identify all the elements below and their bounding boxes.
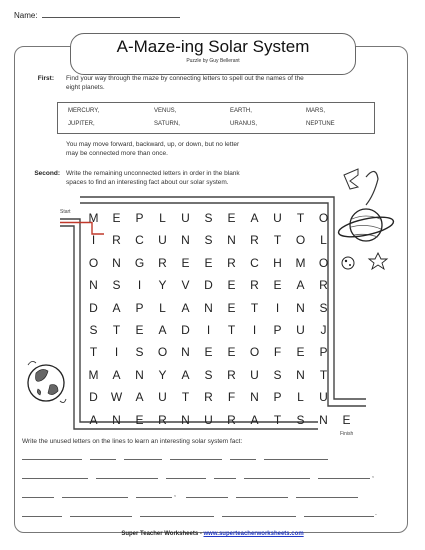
maze-letter[interactable]: E — [227, 211, 236, 225]
maze-letter[interactable]: P — [273, 390, 282, 405]
second-label: Second: — [34, 170, 60, 177]
planet-saturn: SATURN, — [154, 121, 180, 127]
maze-letter[interactable]: R — [227, 412, 236, 427]
maze-letter[interactable]: D — [89, 390, 98, 405]
first-text-1: Find your way through the maze by connecting letters to spell out the names of the — [66, 75, 304, 82]
first-text-2: eight planets. — [66, 84, 105, 91]
maze-letter[interactable]: M — [295, 255, 306, 270]
maze-letter[interactable]: F — [273, 345, 282, 360]
second-text-1: Write the remaining unconnected letters in order in the blank — [66, 170, 240, 177]
maze-letter[interactable]: N — [296, 300, 305, 315]
maze-letter[interactable]: S — [135, 345, 144, 360]
page-subtitle: Puzzle by Guy Bellerant — [186, 58, 240, 64]
maze-letter[interactable]: E — [135, 323, 144, 337]
maze-letter[interactable]: W — [110, 390, 123, 405]
maze-letter[interactable]: E — [112, 211, 121, 225]
maze-letter[interactable]: S — [319, 300, 328, 315]
maze-letter[interactable]: N — [181, 233, 190, 248]
maze-letter[interactable]: R — [250, 233, 259, 248]
maze-letter[interactable]: U — [250, 367, 259, 382]
maze-letter[interactable]: A — [89, 412, 98, 427]
maze-letter[interactable]: U — [158, 233, 167, 248]
maze-letter[interactable]: A — [181, 367, 190, 382]
maze-letter[interactable]: P — [319, 345, 328, 360]
maze-letter[interactable]: T — [296, 211, 305, 225]
maze-letter[interactable]: A — [250, 412, 259, 427]
maze-letter[interactable]: N — [204, 300, 213, 315]
maze-letter[interactable]: A — [158, 323, 167, 337]
maze-letter[interactable]: L — [159, 300, 166, 315]
maze-letter[interactable]: L — [320, 233, 327, 248]
maze-letter[interactable]: P — [273, 323, 282, 337]
maze-letter[interactable]: S — [204, 233, 213, 248]
maze-letter[interactable]: S — [296, 412, 305, 427]
maze-letter[interactable]: F — [227, 390, 236, 405]
rules-line-2: may be connected more than once. — [66, 150, 168, 157]
maze-letter[interactable]: I — [252, 323, 257, 337]
planet-mercury: MERCURY, — [68, 108, 100, 114]
maze-letter[interactable]: N — [250, 390, 259, 405]
maze-letter[interactable]: U — [204, 412, 213, 427]
maze-letter[interactable]: T — [227, 323, 236, 337]
maze-letter[interactable]: O — [88, 255, 99, 270]
maze-letter[interactable]: C — [135, 233, 144, 248]
maze-letter[interactable]: A — [112, 300, 121, 315]
page-title: A-Maze-ing Solar System — [116, 37, 310, 56]
instruction-text: Write the unused letters on the lines to learn an interesting solar system fact: — [22, 438, 243, 445]
planet-neptune: NEPTUNE — [306, 121, 335, 127]
footer — [0, 531, 425, 537]
footer-separator: - — [198, 531, 204, 537]
maze-letter[interactable]: N — [227, 233, 236, 248]
maze-letter[interactable]: E — [273, 278, 282, 293]
maze-letter[interactable]: T — [273, 412, 282, 427]
maze-letter[interactable]: S — [273, 367, 282, 382]
maze-letter[interactable]: M — [88, 367, 99, 382]
start-label: Start — [60, 209, 71, 215]
maze-letter[interactable]: O — [318, 255, 329, 270]
maze-letter[interactable]: N — [112, 255, 121, 270]
maze-letter[interactable]: E — [204, 255, 213, 270]
maze-letter[interactable]: R — [227, 367, 236, 382]
maze-letter[interactable]: A — [181, 300, 190, 315]
moon-icon — [342, 257, 354, 269]
maze-letter[interactable]: E — [135, 412, 144, 427]
maze-letter[interactable]: I — [114, 345, 119, 360]
maze-letter[interactable]: E — [296, 345, 305, 360]
maze-letter[interactable]: O — [295, 233, 306, 248]
maze-letter[interactable]: E — [181, 255, 190, 270]
maze-letter[interactable]: E — [227, 300, 236, 315]
maze-letter[interactable]: N — [89, 278, 98, 293]
maze-letter[interactable]: A — [112, 367, 121, 382]
maze-letter[interactable]: I — [206, 323, 211, 337]
maze-letter[interactable]: N — [112, 412, 121, 427]
maze-letter[interactable]: N — [296, 367, 305, 382]
maze-letter[interactable]: V — [181, 278, 190, 293]
maze-letter[interactable]: R — [204, 390, 213, 405]
name-label: Name: — [14, 11, 38, 20]
maze-letter[interactable]: R — [250, 278, 259, 293]
maze-letter[interactable]: T — [273, 233, 282, 248]
maze-letter[interactable]: A — [135, 390, 144, 405]
maze-letter[interactable]: S — [204, 367, 213, 382]
planet-earth: EARTH, — [230, 108, 252, 114]
maze-letter[interactable]: L — [159, 211, 166, 225]
maze-letter[interactable]: R — [158, 412, 167, 427]
star-icon — [344, 169, 358, 189]
maze-letter[interactable]: E — [204, 345, 213, 360]
maze-letter[interactable]: E — [227, 345, 236, 360]
earth-illustration — [24, 355, 70, 411]
comma-mark: , — [174, 491, 176, 498]
maze-letter[interactable]: M — [88, 211, 99, 225]
period-mark: . — [375, 510, 377, 517]
maze-letter[interactable]: S — [204, 211, 213, 225]
maze-letter[interactable]: Y — [158, 278, 167, 293]
maze-letter[interactable]: D — [181, 323, 190, 337]
maze-letter[interactable]: U — [181, 211, 190, 225]
maze-letter[interactable]: E — [342, 412, 351, 427]
maze-letter[interactable]: T — [319, 367, 328, 382]
maze-letter[interactable]: O — [318, 211, 329, 225]
maze-letter[interactable]: R — [319, 278, 328, 293]
maze-letter[interactable]: U — [158, 390, 167, 405]
maze-letter[interactable]: R — [112, 233, 121, 248]
maze-letter[interactable]: R — [158, 255, 167, 270]
footer-brand: Super Teacher Worksheets — [121, 531, 199, 537]
maze-letter[interactable]: I — [137, 278, 142, 293]
first-label: First: — [37, 75, 54, 82]
planet-mars: MARS, — [306, 108, 326, 114]
comma-mark: , — [372, 472, 374, 479]
finish-label: Finish — [340, 431, 354, 437]
maze-letter[interactable]: O — [249, 345, 260, 360]
maze-letter[interactable]: N — [319, 412, 328, 427]
maze-letter[interactable]: U — [296, 323, 305, 337]
planet-jupiter: JUPITER, — [68, 121, 95, 127]
small-star-icon — [369, 253, 387, 269]
saturn-illustration — [336, 165, 400, 285]
maze-letter[interactable]: S — [89, 323, 98, 337]
footer-link[interactable]: www.superteacherworksheets.com — [203, 531, 304, 537]
maze-letter[interactable]: A — [296, 278, 305, 293]
maze-letter[interactable]: E — [227, 278, 236, 293]
maze-letter[interactable]: T — [112, 323, 121, 337]
maze-letter[interactable]: A — [250, 211, 259, 225]
maze-letter[interactable]: R — [227, 255, 236, 270]
maze-letter[interactable]: P — [135, 211, 144, 225]
maze-letter[interactable]: D — [89, 300, 98, 315]
maze-letter[interactable]: H — [273, 255, 282, 270]
planet-uranus: URANUS, — [230, 121, 258, 127]
maze-letter[interactable]: N — [135, 367, 144, 382]
maze-letter[interactable]: U — [273, 211, 282, 225]
maze-letter[interactable]: N — [181, 412, 190, 427]
maze-letter[interactable]: Y — [158, 367, 167, 382]
maze-letter[interactable]: J — [320, 323, 327, 337]
maze-letter[interactable]: C — [250, 255, 259, 270]
rules-line-1: You may move forward, backward, up, or down, but no letter — [66, 141, 240, 148]
maze-letter[interactable]: D — [204, 278, 213, 293]
maze-letter[interactable]: S — [112, 278, 121, 293]
planet-venus: VENUS, — [154, 108, 177, 114]
maze-letter[interactable]: L — [297, 390, 304, 405]
maze-letter[interactable]: N — [181, 345, 190, 360]
maze-letter[interactable]: T — [181, 390, 190, 405]
second-text-2: spaces to find an interesting fact about our solar system. — [66, 179, 229, 186]
maze-letter[interactable]: I — [91, 233, 96, 248]
maze-letter[interactable]: O — [157, 345, 168, 360]
maze-letter[interactable]: I — [275, 300, 280, 315]
comet-tail-icon — [366, 171, 378, 205]
maze-letter[interactable]: G — [134, 255, 145, 270]
maze-letter[interactable]: T — [89, 345, 98, 360]
maze-letter[interactable]: U — [319, 390, 328, 405]
maze-letter[interactable]: T — [250, 300, 259, 315]
maze-letter[interactable]: P — [135, 300, 144, 315]
